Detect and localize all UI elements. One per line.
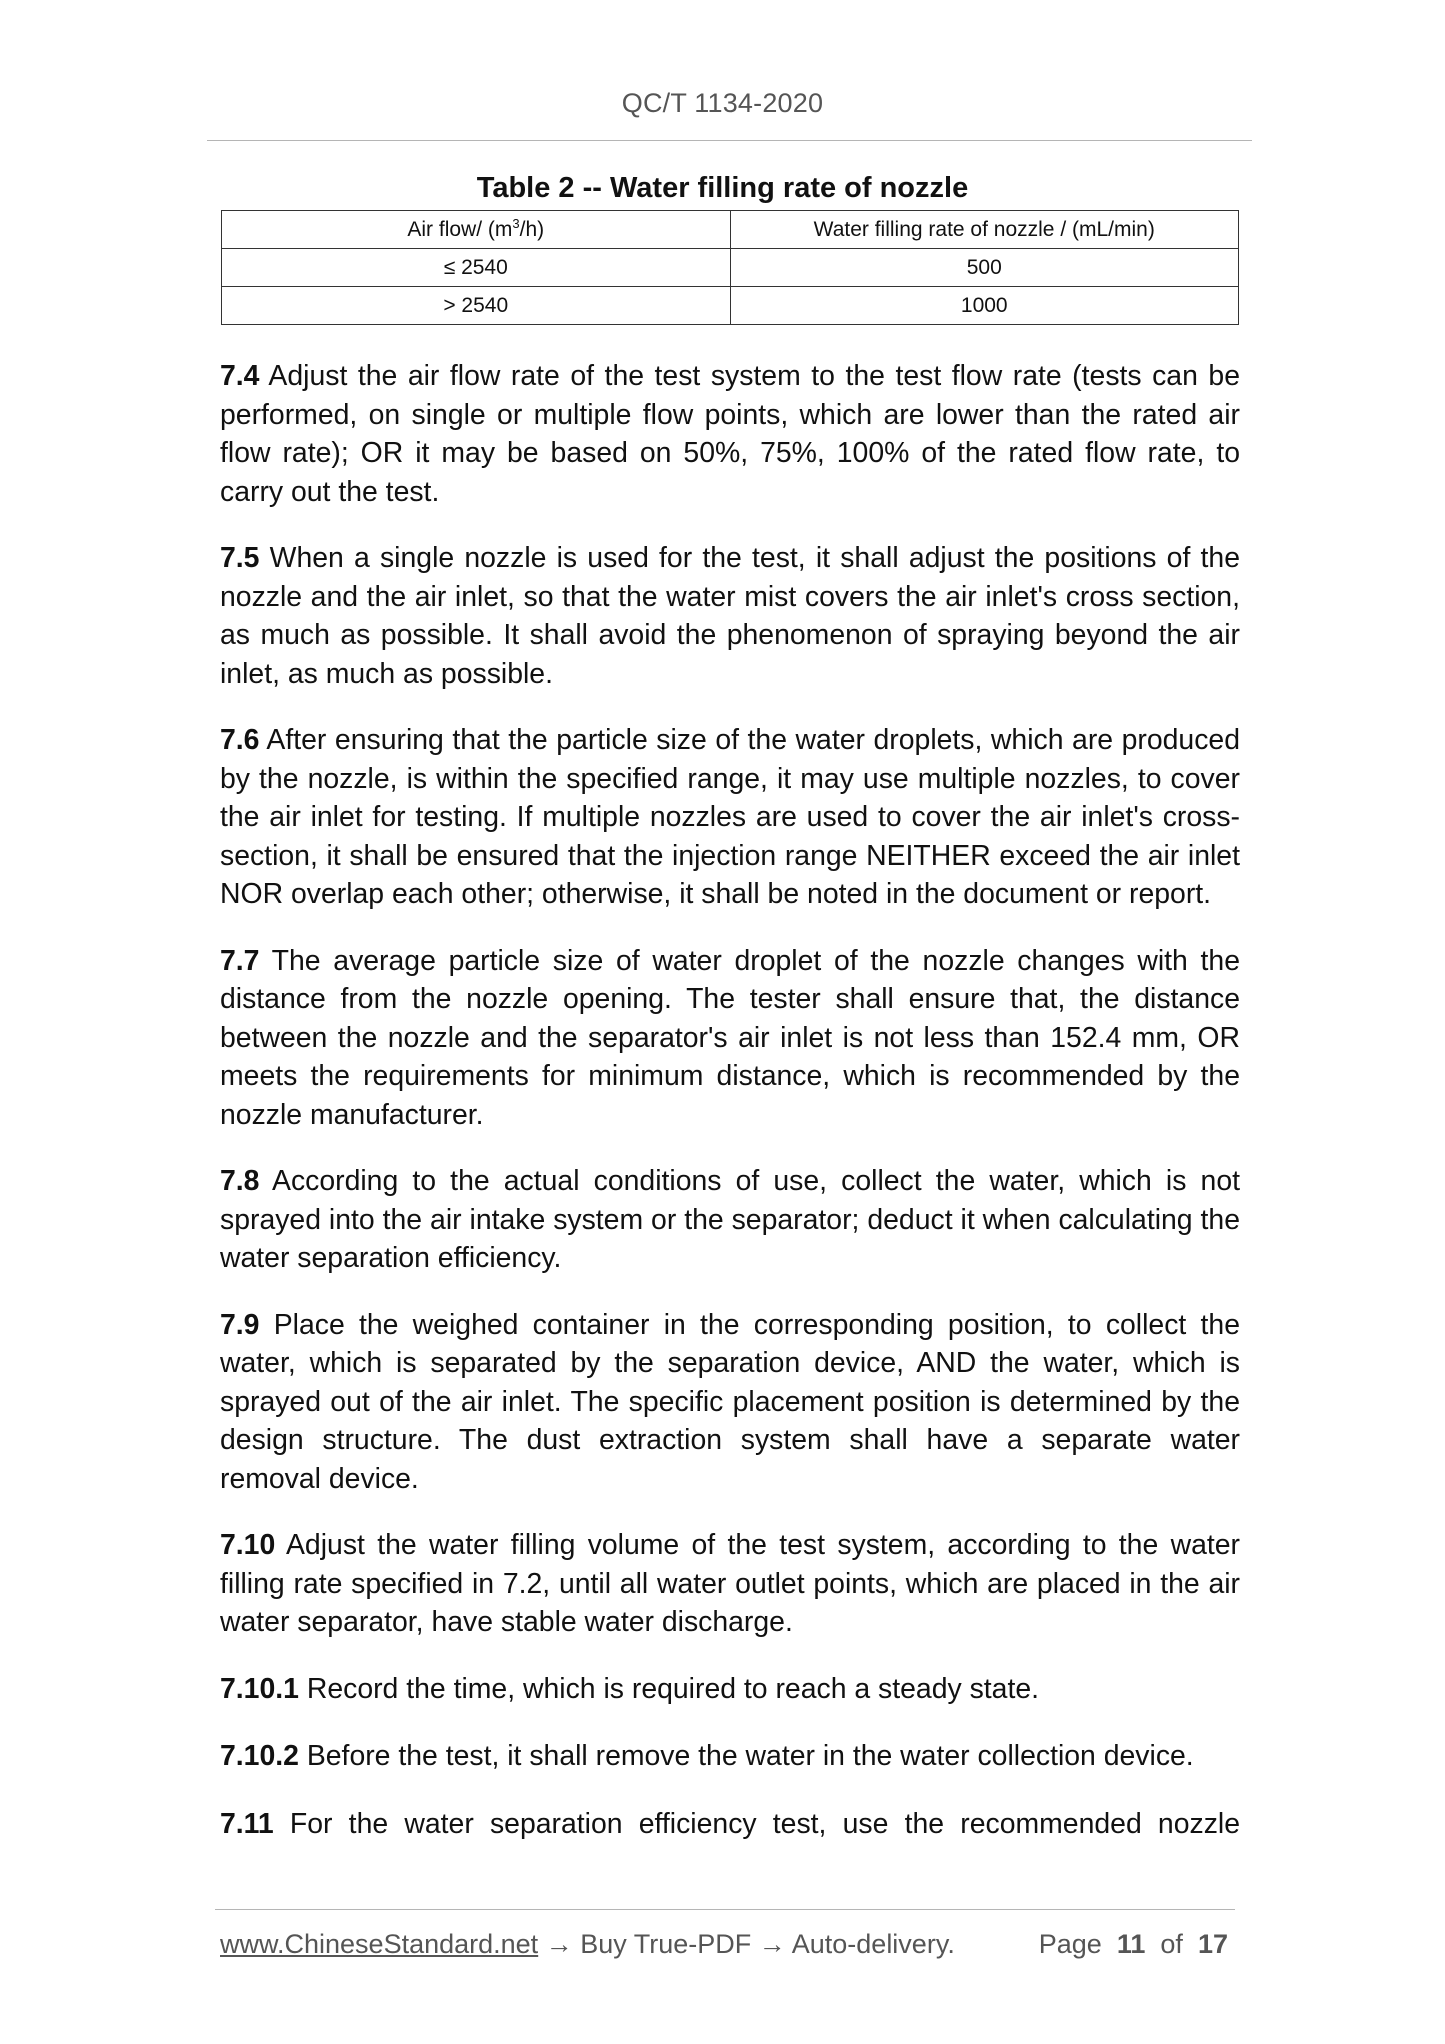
clause-text: Record the time, which is required to reach a steady state. — [298, 1672, 1040, 1705]
document-id-header: QC/T 1134-2020 — [621, 88, 824, 118]
clause-7-4 — [220, 357, 1240, 511]
page-indicator — [1039, 1929, 1228, 1960]
clause-text: When a single nozzle is used for the test, it shall adjust the positions of the nozzle and the air inlet, so that the water mist covers the air inlet's cross section, as much as possible. It shall avoid the phenomenon of spraying beyond the air inlet, as much as possible. — [220, 542, 1240, 690]
clause-7-5 — [220, 539, 1240, 693]
clause-7-8 — [220, 1162, 1240, 1278]
clause-text: The average particle size of water droplet of the nozzle changes with the distance from the nozzle opening. The tester shall ensure that, the distance between the nozzle and the separator's air inlet is not less than 152.4 mm, OR meets the requirements for minimum distance, which is recommended by the nozzle manufacturer. — [220, 944, 1240, 1131]
clause-number: 7.4 — [220, 360, 260, 392]
footer-promo-text: → Buy True-PDF → Auto-delivery. — [538, 1929, 955, 1959]
of-label: of — [1160, 1929, 1183, 1959]
clause-number: 7.11 — [220, 1807, 274, 1840]
clause-number: 7.10 — [220, 1529, 276, 1561]
clause-text: Place the weighed container in the corresponding position, to collect the water, which is separated by the separation device, AND the water, which is sprayed out of the air inlet. The specific placement position is determined by the design structure. The dust extraction system shall have a separate water removal device. — [220, 1308, 1240, 1495]
air-flow-header-suffix: /h) — [519, 217, 545, 241]
clause-number: 7.5 — [220, 542, 260, 574]
clause-7-10-2 — [220, 1737, 1240, 1776]
clause-number: 7.10.2 — [220, 1740, 299, 1772]
air-flow-cell: > 2540 — [222, 287, 731, 325]
page-label: Page — [1038, 1929, 1102, 1959]
total-page-number: 17 — [1197, 1929, 1228, 1959]
clause-text: Adjust the air flow rate of the test system to the test flow rate (tests can be performed, on single or multiple flow points, which are lower than the rated air flow rate); OR it may be based on 50%, 75%, 100% of the rated flow rate, to carry out the test. — [220, 360, 1240, 508]
clause-number: 7.10.1 — [220, 1672, 299, 1705]
air-flow-header-prefix: Air flow/ (m — [407, 217, 513, 241]
clause-text: According to the actual conditions of use, collect the water, which is not sprayed into the air intake system or the separator; deduct it when calculating the water separation efficiency. — [220, 1165, 1240, 1274]
clause-number: 7.9 — [220, 1308, 260, 1341]
clause-number: 7.7 — [220, 944, 260, 977]
clause-7-9 — [220, 1306, 1240, 1499]
current-page-number: 11 — [1116, 1929, 1146, 1959]
header-divider — [207, 140, 1252, 141]
water-filling-rate-cell: 1000 — [730, 287, 1239, 325]
water-filling-rate-table — [221, 210, 1239, 325]
table-row — [222, 287, 1239, 325]
clause-7-6 — [220, 721, 1240, 914]
air-flow-header-superscript: 3 — [512, 215, 520, 231]
clause-7-11 — [220, 1805, 1240, 1844]
clause-text: Adjust the water filling volume of the test system, according to the water filling rate specified in 7.2, until all water outlet points, which are placed in the air water separator, have stable water discharge. — [220, 1529, 1240, 1638]
water-filling-rate-cell: 500 — [730, 249, 1239, 287]
clause-number: 7.6 — [220, 724, 260, 756]
table-title: Table 2 -- Water filling rate of nozzle — [476, 172, 969, 204]
website-link[interactable]: www.ChineseStandard.net — [220, 1929, 539, 1959]
table-row — [222, 249, 1239, 287]
clause-7-7 — [220, 942, 1240, 1135]
air-flow-cell: ≤ 2540 — [222, 249, 731, 287]
clause-text: After ensuring that the particle size of the water droplets, which are produced by the nozzle, is within the specified range, it may use multiple nozzles, to cover the air inlet for testing. If multiple nozzles are used to cover the air inlet's cross-section, it shall be ensured that the injection range NEITHER exceed the air inlet NOR overlap each other; otherwise, it shall be noted in the document or report. — [220, 724, 1240, 910]
page-footer — [220, 1929, 1235, 1960]
column-header-air-flow — [222, 211, 731, 249]
footer-divider — [215, 1909, 1235, 1910]
document-body — [220, 357, 1240, 1871]
clause-text: For the water separation efficiency test, use the recommended nozzle — [273, 1807, 1240, 1840]
clause-number: 7.8 — [220, 1165, 260, 1197]
clause-7-10-1 — [220, 1670, 1240, 1709]
clause-text: Before the test, it shall remove the water in the water collection device. — [298, 1740, 1194, 1772]
table-header-row — [222, 211, 1239, 249]
clause-7-10 — [220, 1526, 1240, 1642]
column-header-water-filling-rate: Water filling rate of nozzle / (mL/min) — [730, 211, 1239, 249]
